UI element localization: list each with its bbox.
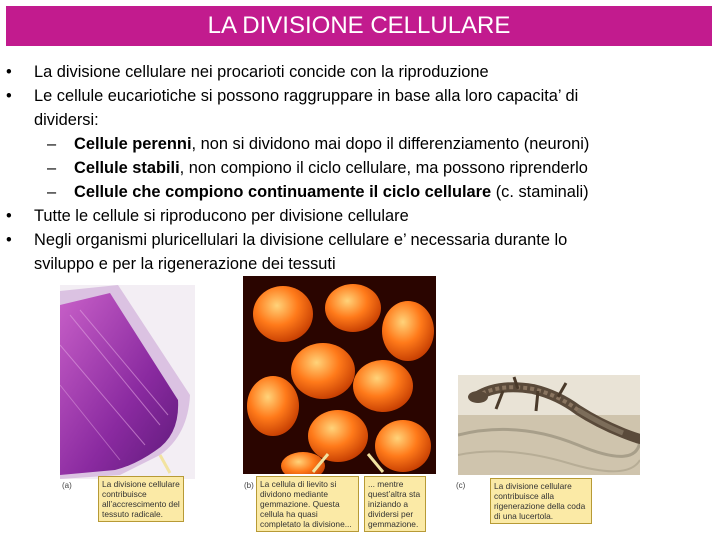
dash-marker: – [47,135,57,153]
bullet-2-continued: dividersi: [34,111,99,129]
bullet-marker: • [6,207,12,225]
figure-a-letter: (a) [62,481,72,490]
dash-marker: – [47,183,57,201]
figure-c-caption: La divisione cellulare contribuisce alla rigenerazione della coda di una lucertola. [490,478,592,524]
yeast-cells-illustration [243,276,436,474]
root-tip-image [60,285,195,479]
root-tip-illustration [60,285,195,479]
bullet-marker: • [6,87,12,105]
bullet-marker: • [6,231,12,249]
bullet-4-continued: sviluppo e per la rigenerazione dei tessuti [34,255,336,273]
lizard-illustration [458,375,640,475]
figure-c-letter: (c) [456,481,466,490]
dash-marker: – [47,159,57,177]
slide-title: LA DIVISIONE CELLULARE [6,6,712,46]
figure-a-caption: La divisione cellulare contribuisce all’accrescimento del tessuto radicale. [98,476,184,522]
bullet-marker: • [6,63,12,81]
figure-b-caption-left: La cellula di lievito si dividono mediante gemmazione. Questa cellula ha quasi completato la divisione... [256,476,359,532]
title-bar [0,0,720,52]
figure-b-caption-right: ... mentre quest’altra sta iniziando a dividersi per gemmazione. [364,476,426,532]
lizard-image [458,375,640,475]
yeast-cells-image [243,276,436,474]
figure-b-letter: (b) [244,481,254,490]
